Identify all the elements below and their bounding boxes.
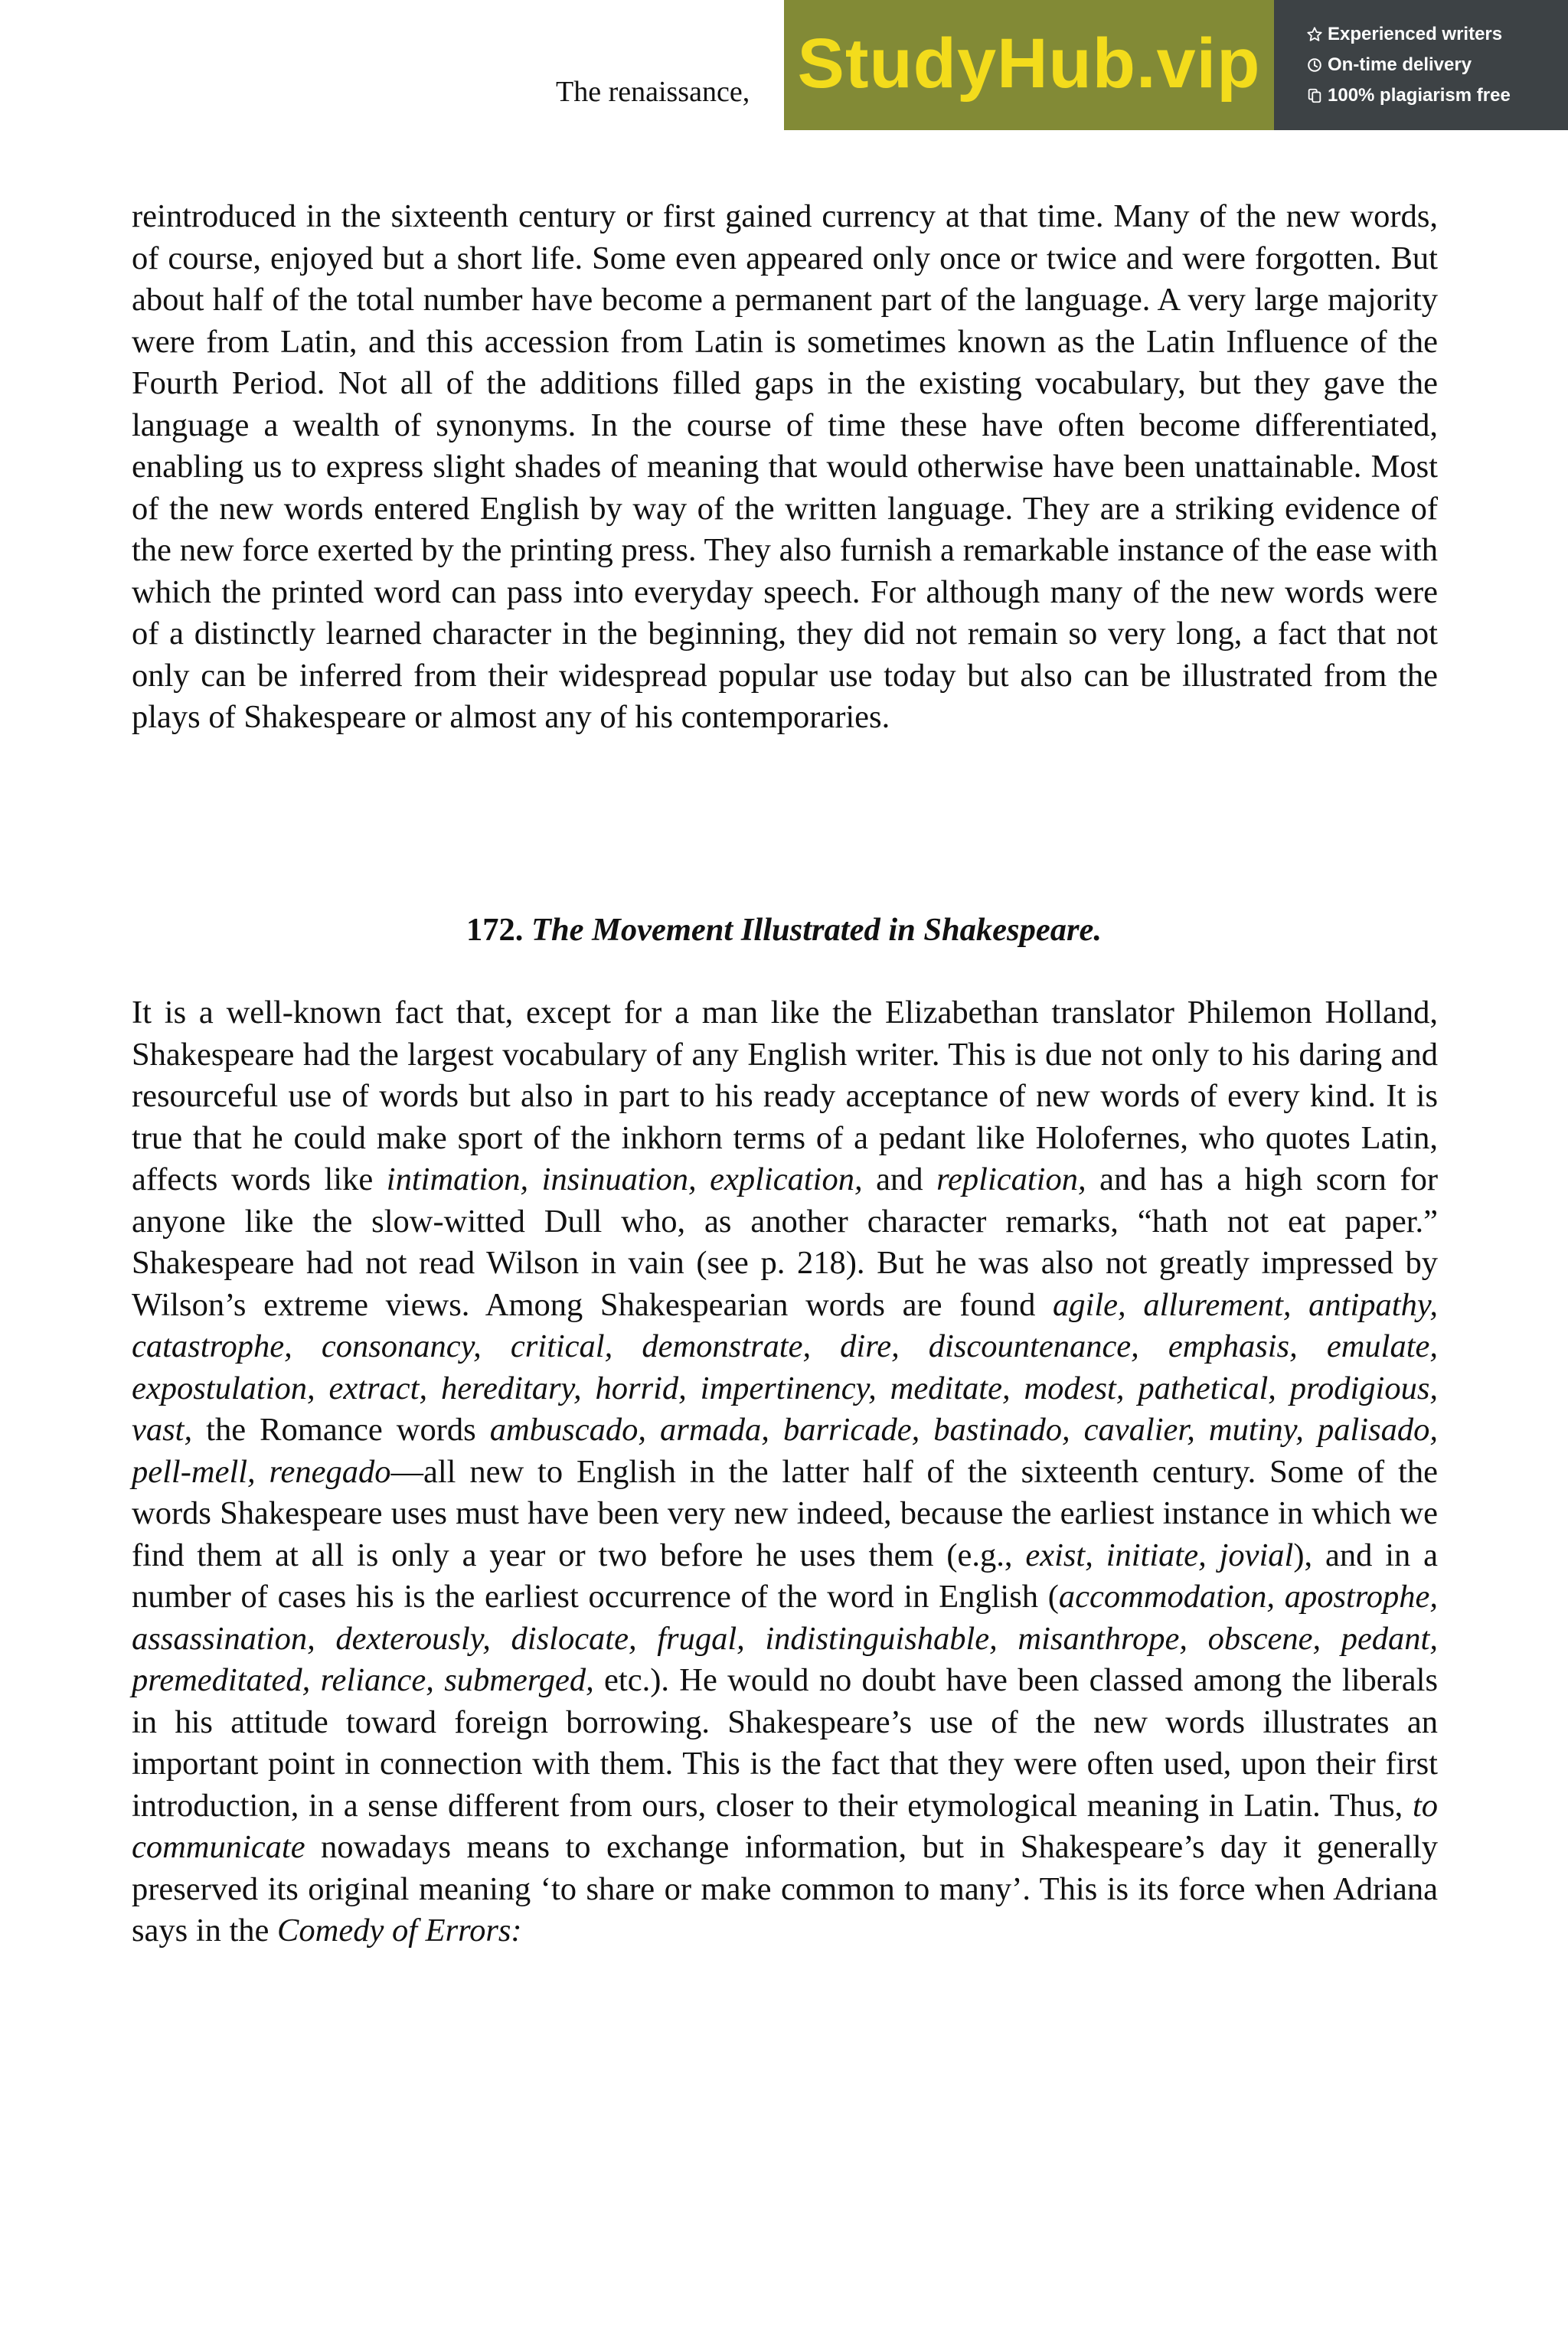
logo-text: StudyHub.vip [797, 24, 1261, 103]
feature-experienced-writers [1306, 19, 1568, 50]
clock-icon [1306, 57, 1323, 74]
text-run: ), and in a number of cases his is the earliest occurrence of the word in English ( [132, 1537, 1438, 1615]
studyhub-logo[interactable] [784, 0, 1274, 130]
feature-label: 100% plagiarism free [1328, 85, 1511, 106]
feature-label: Experienced writers [1328, 24, 1503, 44]
italic-term: ambuscado, armada, barricade, bastinado, cavalier, mutiny, palisado, pell-mell, renegado [132, 1412, 1438, 1490]
italic-term: to communicate [132, 1787, 1438, 1865]
feature-plagiarism-free [1306, 80, 1568, 111]
text-run: nowadays means to exchange information, but in Shakespeare’s day it generally preserved its original meaning ‘to share or make common to many’. This is its force when Adriana says in the [132, 1829, 1438, 1949]
body-paragraph-2 [132, 992, 1438, 1952]
copy-icon [1306, 87, 1323, 104]
studyhub-ad-banner[interactable] [784, 0, 1568, 130]
feature-label: On-time delivery [1328, 54, 1472, 75]
text-run: and [862, 1161, 937, 1197]
body-paragraph-1: reintroduced in the sixteenth century or first gained currency at that time. Many of the new words, of course, enjoyed but a short life. Some even appeared only once or twice and were forgotten. But about half of the total number have become a permanent part of the language. A very large majority were from Latin, and this accession from Latin is sometimes known as the Latin Influence of the Fourth Period. Not all of the additions filled gaps in the existing vocabulary, but they gave the language a wealth of synonyms. In the course of time these have often become differentiated, enabling us to express slight shades of meaning that would otherwise have been unattainable. Most of the new words entered English by way of the written language. They are a striking evidence of the new force exerted by the printing press. They also furnish a remarkable instance of the ease with which the printed word can pass into everyday speech. For although many of the new words were of a distinctly learned character in the beginning, they did not remain so very long, a fact that not only can be inferred from their widespread popular use today but also can be illustrated from the plays of Shakespeare or almost any of his contemporaries. [132, 198, 1438, 735]
section-heading [0, 910, 1568, 951]
italic-term: agile, allurement, antipathy, catastrophe, consonancy, critical, demonstrate, dire, discountenance, emphasis, emulate, expostulation, extract, hereditary, horrid, impertinency, meditate, modest, pathetical, prodigious, vast, [132, 1286, 1438, 1448]
feature-on-time-delivery [1306, 50, 1568, 80]
text-run: the Romance words [192, 1412, 490, 1448]
italic-term: Comedy of Errors: [277, 1913, 522, 1949]
italic-term: exist, initiate, jovial [1025, 1537, 1294, 1573]
section-title: The Movement Illustrated in Shakespeare. [531, 912, 1102, 948]
feature-list [1274, 0, 1568, 130]
text-run: etc.). He would no doubt have been classed among the liberals in his attitude toward foreign borrowing. Shakespeare’s use of the new words illustrates an important point in connection with them. This is the fact that they were often used, upon their first introduction, in a sense different from ours, closer to their etymological meaning in Latin. Thus, [132, 1662, 1438, 1824]
section-number: 172. [466, 912, 524, 948]
italic-term: intimation, insinuation, explication, [386, 1161, 863, 1197]
text-run: and has a high scorn for anyone like the slow-witted Dull who, as another character remarks, “hath not eat paper.” Shakespeare had not read Wilson in vain (see p. 218). But he was also not greatly impressed by Wilson’s extreme views. Among Shakespearian words are found [132, 1161, 1438, 1323]
italic-term: accommodation, apostrophe, assassination, dexterously, dislocate, frugal, indistinguishable, misanthrope, obscene, pedant, premeditated, reliance, submerged, [132, 1579, 1438, 1698]
text-run: —all new to English in the latter half of the sixteenth century. Some of the words Shakespeare uses must have been very new indeed, because the earliest instance in which we find them at all is only a year or two before he uses them (e.g., [132, 1453, 1438, 1573]
star-icon [1306, 26, 1323, 43]
italic-term: replication, [936, 1161, 1086, 1197]
running-head: The renaissance, [556, 76, 750, 108]
text-run: It is a well-known fact that, except for a man like the Elizabethan translator Philemon Holland, Shakespeare had the largest vocabulary of any English writer. This is due not only to his daring and resourceful use of words but also in part to his ready acceptance of new words of every kind. It is true that he could make sport of the inkhorn terms of a pedant like Holofernes, who quotes Latin, affects words like [132, 995, 1438, 1197]
